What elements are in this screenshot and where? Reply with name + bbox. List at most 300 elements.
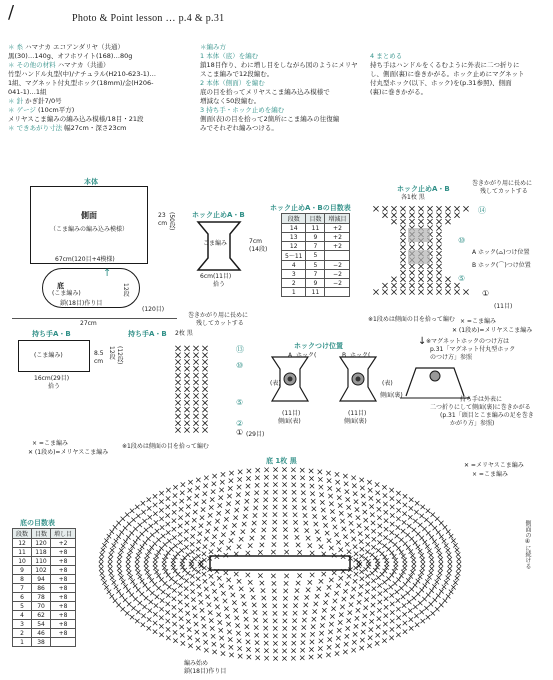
table-cell: 7 — [306, 242, 325, 251]
stitch-mark — [136, 514, 140, 518]
table-cell: 3 — [13, 620, 32, 629]
stitch-mark — [357, 600, 361, 604]
table-cell: 2 — [13, 629, 32, 638]
stitch-mark — [408, 609, 412, 613]
bottom-legend1: ✕ =メリヤスこま編み — [464, 462, 524, 469]
stitch-mark — [218, 620, 222, 624]
stitch-mark — [166, 627, 170, 631]
stitch-mark — [348, 513, 352, 517]
step4-text3: 付丸型ホック(以下、ホック)を(p.31参照)、側面 — [370, 79, 512, 87]
stitch-mark — [251, 595, 255, 599]
down-arrow-icon: ↓ — [418, 336, 427, 347]
stitch-mark — [175, 407, 180, 412]
stitch-mark — [427, 289, 432, 294]
hook-tab-height-rows: (14段) — [249, 246, 268, 253]
stitch-mark — [172, 613, 176, 617]
stitch-mark — [193, 366, 198, 371]
stitch-mark — [117, 566, 121, 570]
stitch-mark — [193, 407, 198, 412]
stitch-mark — [292, 641, 296, 645]
stitch-mark — [436, 238, 441, 243]
stitch-mark — [155, 529, 159, 533]
stitch-mark — [365, 574, 369, 578]
stitch-mark — [291, 468, 295, 472]
stitch-mark — [283, 527, 287, 531]
stitch-mark — [210, 626, 214, 630]
stitch-mark — [354, 572, 358, 576]
stitch-mark — [147, 617, 151, 621]
stitch-mark — [403, 629, 407, 633]
stitch-mark — [262, 603, 266, 607]
table-row — [13, 638, 76, 647]
stitch-mark — [153, 612, 157, 616]
stitch-mark — [366, 542, 370, 546]
table-row — [13, 611, 76, 620]
stitch-mark — [423, 584, 427, 588]
stitch-mark — [431, 611, 435, 615]
stitch-mark — [166, 636, 170, 640]
stitch-mark — [202, 421, 207, 426]
hook-tab-inner: こま編み — [203, 240, 228, 247]
stitch-mark — [209, 618, 213, 622]
stitch-mark — [254, 633, 258, 637]
stitch-mark — [136, 588, 140, 592]
magnet-side-back: 側面(裏) — [380, 392, 403, 399]
method-title: ＊編み方 — [200, 43, 226, 51]
stitch-mark — [384, 605, 388, 609]
stitch-mark — [141, 614, 145, 618]
stitch-mark — [144, 528, 148, 532]
stitch-mark — [353, 544, 357, 548]
hook-tab-pick: 拾う — [213, 281, 226, 288]
stitch-mark — [416, 532, 420, 536]
stitch-mark — [247, 469, 251, 473]
total-width-line — [12, 318, 177, 319]
stitch-mark — [246, 640, 250, 644]
stitch-mark — [403, 494, 407, 498]
stitch-mark — [343, 535, 347, 539]
stitch-mark — [313, 514, 317, 518]
stitch-mark — [373, 289, 378, 294]
stitch-mark — [149, 578, 153, 582]
stitch-mark — [172, 622, 176, 626]
stitch-mark — [425, 544, 429, 548]
stitch-mark — [195, 630, 199, 634]
stitch-mark — [445, 283, 450, 288]
stitch-mark — [250, 536, 254, 540]
stitch-mark — [128, 549, 132, 553]
magnet-note2: p.31「マグネット付丸型ホック — [430, 346, 516, 353]
stitch-mark — [402, 520, 406, 524]
table-cell: 11 — [306, 288, 325, 297]
stitch-mark — [126, 557, 130, 561]
stitch-mark — [190, 542, 194, 546]
stitch-mark — [159, 499, 163, 503]
table-cell: 4 — [13, 611, 32, 620]
stitch-mark — [188, 636, 192, 640]
stitch-mark — [273, 641, 277, 645]
stitch-mark — [191, 597, 195, 601]
stitch-mark — [205, 595, 209, 599]
stitch-mark — [256, 468, 260, 472]
stitch-mark — [436, 206, 441, 211]
stitch-mark — [396, 525, 400, 529]
table-row — [13, 593, 76, 602]
stitch-mark — [420, 553, 424, 557]
table-row — [282, 233, 350, 242]
stitch-mark — [135, 557, 139, 561]
stitch-mark — [246, 551, 250, 555]
stitch-mark — [283, 505, 287, 509]
stitch-mark — [219, 488, 223, 492]
legend-right-1: × =こま編み — [460, 318, 496, 325]
stitch-mark — [310, 573, 314, 577]
stitch-mark — [140, 545, 144, 549]
stitch-mark — [370, 513, 374, 517]
stitch-mark — [108, 557, 112, 561]
stitch-mark — [409, 213, 414, 218]
stitch-mark — [309, 476, 313, 480]
stitch-mark — [390, 593, 394, 597]
handle-h2: 12段 — [108, 346, 115, 360]
stitch-mark — [359, 584, 363, 588]
stitch-mark — [439, 534, 443, 538]
stitch-mark — [345, 634, 349, 638]
stitch-mark — [429, 589, 433, 593]
table-cell: +8 — [51, 602, 76, 611]
stitch-mark — [153, 629, 157, 633]
stitch-mark — [400, 270, 405, 275]
stitch-mark — [325, 593, 329, 597]
magnet-fold2: 二つ折りにして側面(裏)に巻きかがる — [430, 404, 531, 411]
stitch-mark — [193, 359, 198, 364]
stitch-mark — [110, 594, 114, 598]
stitch-mark — [427, 575, 431, 579]
stitch-mark — [201, 616, 205, 620]
stitch-mark — [359, 646, 363, 650]
other-line2: 竹型ハンドル丸型(中)/ナチュラル(H210-623-1)… — [8, 70, 156, 78]
stitch-mark — [409, 206, 414, 211]
stitch-mark — [369, 627, 373, 631]
stitch-mark — [293, 513, 297, 517]
stitch-mark — [193, 387, 198, 392]
stitch-mark — [350, 529, 354, 533]
stitch-mark — [273, 512, 277, 516]
stitch-mark — [178, 540, 182, 544]
handle-row-10: ⑩ — [236, 361, 244, 370]
handle-h1-unit: cm — [94, 358, 104, 365]
stitch-mark — [273, 634, 277, 638]
bottom-chart-title: 底 1枚 黒 — [266, 457, 297, 465]
stitch-mark — [172, 519, 176, 523]
stitch-mark — [107, 534, 111, 538]
stitch-mark — [172, 588, 176, 592]
stitch-mark — [358, 592, 362, 596]
stitch-mark — [121, 580, 125, 584]
stitch-mark — [283, 589, 287, 593]
stitch-mark — [409, 277, 414, 282]
stitch-mark — [262, 520, 266, 524]
stitch-mark — [153, 621, 157, 625]
other-value: ハマナカ（共通） — [57, 61, 110, 69]
handle-row-13: ⑬ — [236, 345, 244, 354]
stitch-mark — [292, 618, 296, 622]
stitch-mark — [156, 586, 160, 590]
stitch-mark — [112, 580, 116, 584]
stitch-mark — [359, 478, 363, 482]
stitch-mark — [396, 517, 400, 521]
stitch-mark — [282, 656, 286, 660]
stitch-mark — [211, 581, 215, 585]
stitch-mark — [410, 554, 414, 558]
step2-text1: 底の目を拾ってメリヤスこま編み込み模様で — [200, 88, 330, 96]
stitch-mark — [212, 589, 216, 593]
stitch-mark — [328, 494, 332, 498]
stitch-mark — [418, 219, 423, 224]
hook-row-10: ⑩ — [458, 236, 466, 245]
table-cell: +8 — [51, 557, 76, 566]
table-row — [13, 629, 76, 638]
stitch-mark — [463, 289, 468, 294]
stitch-mark — [133, 540, 137, 544]
stitch-mark — [363, 567, 367, 571]
stitch-mark — [131, 518, 135, 522]
stitch-mark — [141, 623, 145, 627]
handle-row-5: ⑤ — [236, 398, 244, 407]
stitch-mark — [352, 587, 356, 591]
stitch-mark — [237, 485, 241, 489]
stitch-mark — [300, 476, 304, 480]
stitch-mark — [377, 583, 381, 587]
stitch-mark — [199, 523, 203, 527]
table-cell: 12 — [282, 242, 306, 251]
stitch-mark — [198, 531, 202, 535]
stitch-mark — [242, 602, 246, 606]
stitch-mark — [229, 645, 233, 649]
stitch-mark — [248, 543, 252, 547]
stitch-mark — [117, 562, 121, 566]
stitch-mark — [252, 603, 256, 607]
stitch-mark — [344, 642, 348, 646]
stitch-mark — [395, 590, 399, 594]
stitch-mark — [389, 488, 393, 492]
stitch-mark — [202, 366, 207, 371]
stitch-mark — [383, 502, 387, 506]
stitch-mark — [317, 537, 321, 541]
stitch-mark — [375, 482, 379, 486]
stitch-mark — [246, 573, 250, 577]
stitch-mark — [430, 566, 434, 570]
stitch-mark — [178, 532, 182, 536]
stitch-mark — [378, 532, 382, 536]
table-cell: 8 — [13, 575, 32, 584]
stitch-mark — [184, 421, 189, 426]
stitch-mark — [238, 470, 242, 474]
stitch-mark — [282, 634, 286, 638]
stitch-mark — [203, 544, 207, 548]
stitch-mark — [439, 603, 443, 607]
stitch-mark — [173, 580, 177, 584]
stitch-mark — [322, 516, 326, 520]
magnet-fold1: 持ち手は外表に — [460, 396, 503, 403]
stitch-mark — [166, 496, 170, 500]
stitch-mark — [99, 562, 103, 566]
stitch-mark — [283, 512, 287, 516]
stitch-mark — [123, 584, 127, 588]
table-cell: −2 — [325, 270, 350, 279]
stitch-mark — [382, 289, 387, 294]
hook-chart-note1: 巻きかがり用に長めに — [472, 180, 533, 187]
stitch-mark — [371, 579, 375, 583]
stitch-mark — [224, 571, 228, 575]
stitch-mark — [391, 289, 396, 294]
table-cell: 1 — [282, 288, 306, 297]
stitch-mark — [442, 539, 446, 543]
stitch-mark — [121, 544, 125, 548]
stitch-mark — [352, 640, 356, 644]
stitch-mark — [369, 619, 373, 623]
other-line3: 1組、マグネット付丸型ホック(18mm)/金(H206- — [8, 79, 154, 87]
stitch-mark — [209, 574, 213, 578]
stitch-mark — [221, 651, 225, 655]
method-step4 — [370, 52, 548, 97]
stitch-mark — [147, 549, 151, 553]
stitch-mark — [354, 499, 358, 503]
stitch-mark — [184, 346, 189, 351]
stitch-mark — [339, 511, 343, 515]
stitch-mark — [179, 499, 183, 503]
stitch-mark — [351, 476, 355, 480]
stitch-mark — [149, 545, 153, 549]
stitch-mark — [438, 571, 442, 575]
stitch-mark — [215, 605, 219, 609]
table-cell: 9 — [13, 566, 32, 575]
stitch-mark — [420, 536, 424, 540]
hook-tab-height: 7cm — [249, 238, 262, 245]
stitch-mark — [263, 618, 267, 622]
stitch-mark — [193, 346, 198, 351]
stitch-mark — [414, 510, 418, 514]
stitch-mark — [372, 586, 376, 590]
stitch-mark — [138, 523, 142, 527]
table-cell: 120 — [32, 539, 51, 548]
table-cell: 94 — [32, 575, 51, 584]
stitch-mark — [264, 649, 268, 653]
stitch-mark — [427, 245, 432, 250]
table-row — [282, 242, 350, 251]
stitch-mark — [128, 575, 132, 579]
bottom-table-header: 増し目 — [51, 529, 76, 539]
stitch-mark — [412, 596, 416, 600]
other-label: ＊ その他の材料 — [8, 61, 56, 69]
stitch-mark — [190, 550, 194, 554]
stitch-mark — [384, 519, 388, 523]
stitch-mark — [273, 604, 277, 608]
stitch-mark — [204, 476, 208, 480]
stitch-mark — [377, 540, 381, 544]
table-cell: +2 — [325, 224, 350, 233]
stitch-mark — [145, 570, 149, 574]
stitch-mark — [211, 634, 215, 638]
up-arrow-icon: ↑ — [103, 268, 112, 279]
stitch-mark — [135, 566, 139, 570]
stitch-mark — [178, 583, 182, 587]
stitch-mark — [435, 607, 439, 611]
stitch-mark — [175, 346, 180, 351]
stitch-mark — [310, 632, 314, 636]
body-height-unit: cm — [158, 220, 168, 227]
hook-chart-foot: ※1段めは側面の目を拾って編む — [368, 316, 455, 323]
stitch-mark — [219, 583, 223, 587]
stitch-mark — [420, 619, 424, 623]
handle-width: 16cm(29目) — [34, 375, 70, 382]
stitch-mark — [455, 576, 459, 580]
needle-value: かぎ針7/0号 — [25, 97, 62, 105]
stitch-mark — [360, 638, 364, 642]
table-cell: +2 — [325, 233, 350, 242]
stitch-mark — [378, 524, 382, 528]
table-cell: 70 — [32, 602, 51, 611]
hook-tab-width: 6cm(11目) — [200, 273, 232, 280]
stitch-mark — [175, 387, 180, 392]
stitch-mark — [273, 619, 277, 623]
stitch-mark — [346, 626, 350, 630]
stitch-mark — [337, 495, 341, 499]
stitch-mark — [402, 566, 406, 570]
stitch-mark — [107, 590, 111, 594]
stitch-mark — [262, 528, 266, 532]
stitch-mark — [202, 359, 207, 364]
stitch-mark — [202, 346, 207, 351]
stitch-mark — [273, 467, 277, 471]
stitch-mark — [184, 387, 189, 392]
stitch-mark — [263, 513, 267, 517]
stitch-mark — [136, 536, 140, 540]
stitch-mark — [123, 598, 127, 602]
stitch-mark — [410, 570, 414, 574]
stitch-mark — [329, 622, 333, 626]
bottom-start2: 鎖(18目)作り目 — [184, 668, 227, 675]
stitch-mark — [144, 562, 148, 566]
stitch-mark — [273, 626, 277, 630]
stitch-mark — [433, 598, 437, 602]
stitch-mark — [184, 537, 188, 541]
stitch-mark — [203, 484, 207, 488]
stitch-mark — [349, 521, 353, 525]
stitch-mark — [445, 213, 450, 218]
stitch-mark — [346, 497, 350, 501]
stitch-mark — [335, 651, 339, 655]
bottom-table-header-row — [13, 529, 76, 539]
stitch-mark — [418, 206, 423, 211]
stitch-mark — [153, 566, 157, 570]
stitch-mark — [347, 505, 351, 509]
handle-legend2: ✕ (1段め)=メリヤスこま編み — [28, 449, 109, 456]
stitch-mark — [382, 485, 386, 489]
stitch-mark — [179, 616, 183, 620]
stitch-mark — [396, 546, 400, 550]
stitch-mark — [413, 583, 417, 587]
stitch-mark — [135, 562, 139, 566]
stitch-mark — [136, 570, 140, 574]
table-cell: 5～11 — [282, 251, 306, 261]
stitch-mark — [273, 505, 277, 509]
stitch-mark — [413, 605, 417, 609]
stitch-mark — [263, 626, 267, 630]
stitch-mark — [396, 508, 400, 512]
stitch-mark — [409, 574, 413, 578]
stitch-mark — [302, 498, 306, 502]
